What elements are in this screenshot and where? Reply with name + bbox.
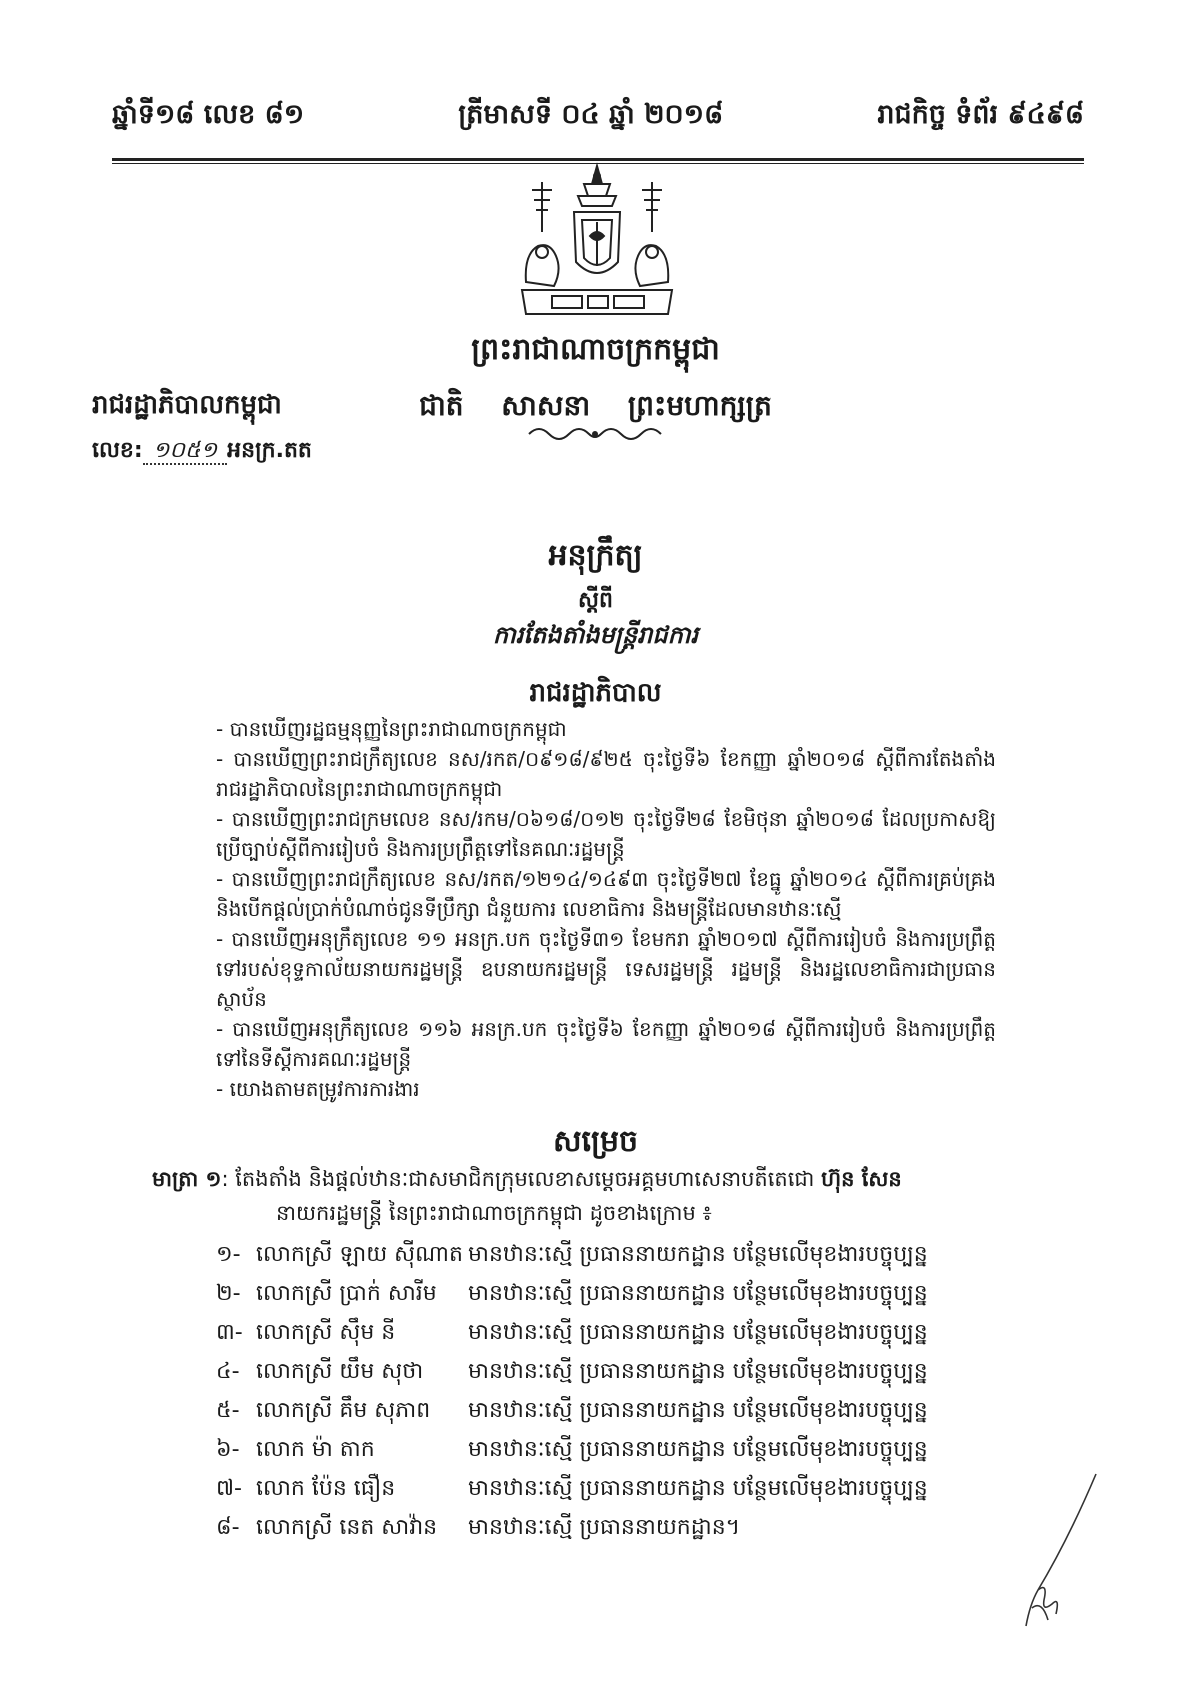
- decision-heading: សម្រេច: [552, 1124, 639, 1159]
- list-item: [216, 1392, 1016, 1431]
- member-number: ៥-: [216, 1397, 240, 1423]
- government-heading: រាជរដ្ឋាភិបាល: [529, 678, 662, 708]
- member-name: លោកស្រី ឡាយ ស៊ីណាត: [256, 1241, 463, 1267]
- ornament-divider-icon: [525, 422, 665, 444]
- article-1: [152, 1164, 992, 1194]
- list-item: [216, 1236, 1016, 1275]
- reference-number: [92, 436, 312, 468]
- reference-label: លេខ:: [92, 438, 143, 463]
- member-name: លោកស្រី ស៊ឹម នី: [256, 1319, 396, 1345]
- document-type: អនុក្រឹត្យ: [548, 538, 643, 573]
- list-item: [216, 1431, 1016, 1470]
- preamble-item: - បានឃើញព្រះរាជក្រឹត្យលេខ នស/រកត/០៩១៨/៩២៥ ចុះថ្ងៃទី៦ ខែកញ្ញា ឆ្នាំ២០១៨ ស្តីពីការតែងតាំងរាជរដ្ឋាភិបាលនៃព្រះរាជាណាចក្រកម្ពុជា: [216, 747, 996, 801]
- member-name: លោកស្រី យឹម សុថា: [256, 1358, 424, 1384]
- preamble-list: [216, 714, 996, 1104]
- member-list: [216, 1236, 1016, 1548]
- member-number: ២-: [216, 1280, 241, 1306]
- member-name: លោក ប៉ែន ធឿន: [256, 1475, 396, 1501]
- preamble-item: - បានឃើញរដ្ឋធម្មនុញ្ញនៃព្រះរាជាណាចក្រកម្ពុជា: [216, 717, 567, 741]
- preamble-item: - បានឃើញព្រះរាជក្រមលេខ នស/រកម/០៦១៨/០១២ ចុះថ្ងៃទី២៨ ខែមិថុនា ឆ្នាំ២០១៨ ដែលប្រកាសឱ្យប្រើច្បាប់ស្តីពីការរៀបចំ និងការប្រព្រឹត្តទៅនៃគណៈរដ្ឋមន្ត្រី: [216, 807, 996, 861]
- issuing-government: រាជរដ្ឋាភិបាលកម្ពុជា: [92, 390, 282, 420]
- reference-suffix: អនក្រ.តត: [227, 438, 312, 463]
- list-item: [216, 1275, 1016, 1314]
- header-rule: [112, 158, 1084, 161]
- member-name: លោកស្រី ប្រាក់ សារីម: [256, 1280, 437, 1306]
- member-rank: មានឋានៈស្មើ ប្រធាននាយកដ្ឋាន បន្ថែមលើមុខងារបច្ចុប្បន្ន: [468, 1280, 928, 1306]
- reference-value: ១០៥១: [143, 438, 227, 465]
- list-item: [216, 1509, 1016, 1548]
- document-about: ស្តីពី: [578, 588, 613, 613]
- article-text: : តែងតាំង និងផ្តល់ឋានៈជាសមាជិកក្រុមលេខាសម្តេចអគ្គមហាសេនាបតីតេជោ: [221, 1167, 815, 1191]
- member-rank: មានឋានៈស្មើ ប្រធាននាយកដ្ឋាន បន្ថែមលើមុខងារបច្ចុប្បន្ន: [468, 1397, 928, 1423]
- kingdom-title: ព្រះរាជាណាចក្រកម្ពុជា: [471, 332, 720, 367]
- member-number: ១-: [216, 1241, 241, 1267]
- gazette-page: រាជកិច្ច ទំព័រ ៩៤៩៨: [877, 98, 1084, 130]
- member-number: ៣-: [216, 1319, 243, 1345]
- prime-minister-name: ហ៊ុន សែន: [821, 1167, 902, 1191]
- member-rank: មានឋានៈស្មើ ប្រធាននាយកដ្ឋាន បន្ថែមលើមុខងារបច្ចុប្បន្ន: [468, 1475, 928, 1501]
- article-1-continuation: នាយករដ្ឋមន្ត្រី នៃព្រះរាជាណាចក្រកម្ពុជា ដូចខាងក្រោម ៖: [276, 1201, 712, 1225]
- member-name: លោក ម៉ា តាក: [256, 1436, 375, 1462]
- article-label: មាត្រា ១: [152, 1167, 222, 1191]
- member-rank: មានឋានៈស្មើ ប្រធាននាយកដ្ឋាន។: [468, 1514, 741, 1540]
- member-number: ៦-: [216, 1436, 240, 1462]
- gazette-header: [112, 92, 1084, 142]
- gazette-date: ត្រីមាសទី ០៤ ឆ្នាំ ២០១៨: [458, 98, 724, 130]
- member-number: ៤-: [216, 1358, 240, 1384]
- member-number: ៨-: [216, 1514, 240, 1540]
- document-subject: ការតែងតាំងមន្ត្រីរាជការ: [492, 621, 699, 649]
- member-name: លោកស្រី នេត សាវ៉ាន: [256, 1514, 438, 1540]
- member-name: លោកស្រី គឹម សុភាព: [256, 1397, 431, 1423]
- member-rank: មានឋានៈស្មើ ប្រធាននាយកដ្ឋាន បន្ថែមលើមុខងារបច្ចុប្បន្ន: [468, 1241, 928, 1267]
- list-item: [216, 1314, 1016, 1353]
- signature-icon: [1008, 1470, 1108, 1630]
- national-motto: ជាតិ សាសនា ព្រះមហាក្សត្រ: [419, 389, 772, 422]
- preamble-item: - យោងតាមតម្រូវការការងារ: [216, 1077, 420, 1101]
- list-item: [216, 1353, 1016, 1392]
- member-rank: មានឋានៈស្មើ ប្រធាននាយកដ្ឋាន បន្ថែមលើមុខងារបច្ចុប្បន្ន: [468, 1319, 928, 1345]
- preamble-item: - បានឃើញព្រះរាជក្រឹត្យលេខ នស/រកត/១២១៤/១៤៩៣ ចុះថ្ងៃទី២៧ ខែធ្នូ ឆ្នាំ២០១៤ ស្តីពីការគ្រប់គ្រង និងបើកផ្តល់ប្រាក់បំណាច់ជូនទីប្រឹក្សា ជំនួយការ លេខាធិការ និងមន្ត្រីដែលមានឋានៈស្មើ: [216, 867, 996, 921]
- member-rank: មានឋានៈស្មើ ប្រធាននាយកដ្ឋាន បន្ថែមលើមុខងារបច្ចុប្បន្ន: [468, 1436, 928, 1462]
- gazette-issue: ឆ្នាំទី១៨ លេខ ៨១: [112, 98, 305, 130]
- royal-coat-of-arms-icon: [512, 162, 682, 320]
- preamble-item: - បានឃើញអនុក្រឹត្យលេខ ១១៦ អនក្រ.បក ចុះថ្ងៃទី៦ ខែកញ្ញា ឆ្នាំ២០១៨ ស្តីពីការរៀបចំ និងការប្រព្រឹត្តទៅនៃទីស្តីការគណៈរដ្ឋមន្ត្រី: [216, 1017, 996, 1071]
- preamble-item: - បានឃើញអនុក្រឹត្យលេខ ១១ អនក្រ.បក ចុះថ្ងៃទី៣១ ខែមករា ឆ្នាំ២០១៧ ស្តីពីការរៀបចំ និងការប្រព្រឹត្តទៅរបស់ខុទ្ទកាល័យនាយករដ្ឋមន្ត្រី ឧបនាយករដ្ឋមន្ត្រី ទេសរដ្ឋមន្ត្រី រដ្ឋមន្ត្រី និងរដ្ឋលេខាធិការជាប្រធានស្ថាប័ន: [216, 927, 996, 1011]
- member-rank: មានឋានៈស្មើ ប្រធាននាយកដ្ឋាន បន្ថែមលើមុខងារបច្ចុប្បន្ន: [468, 1358, 928, 1384]
- member-number: ៧-: [216, 1475, 242, 1501]
- list-item: [216, 1470, 1016, 1509]
